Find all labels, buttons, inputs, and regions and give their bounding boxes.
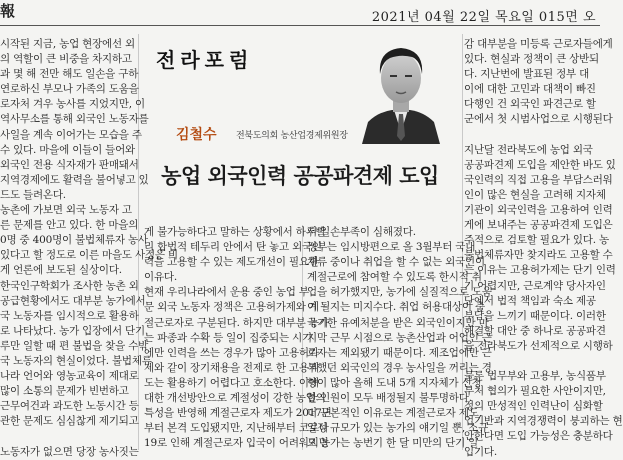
text-line: 정의 만성적인 인력난이 심화할: [464, 400, 603, 413]
masthead-fragment: 報: [0, 2, 16, 20]
text-line: 리 합법적 테두리 안에서 탄 놓고 외국인: [144, 241, 322, 254]
text-line: [464, 354, 600, 369]
text-line: 업을 허가했지만, 농가에 실질적으로 도움: [307, 286, 492, 299]
text-line: 공공파견제 도입을 제안한 바도 있: [464, 158, 616, 171]
text-line: 물론 법무부와 고용부, 농식품부: [464, 370, 606, 383]
dateline: 2021년 04월 22일 목요일 015면 오: [371, 10, 596, 25]
text-line: 절근로자로 구분된다. 하지만 대부분 농가: [144, 316, 329, 329]
text-line: 체류 중이나 취업을 할 수 없는 외국인이: [307, 256, 485, 269]
text-line: 다. 지난번에 발표된 정부 대: [464, 68, 590, 81]
text-line: 로자처 겨우 농사를 지었지만, 이: [0, 98, 145, 111]
text-line: 안한다면 도입 가능성은 충분하다: [464, 430, 613, 443]
text-line: 무했던 외국인의 경우 농사일을 꺼리는 경: [307, 361, 492, 374]
text-line: 주적으로 검토할 필요가 있다. 농: [464, 234, 609, 247]
text-line: 도는 활용하기 어렵다고 호소한다. 이에: [144, 376, 319, 389]
section-title: 전라포럼: [156, 48, 254, 72]
text-line: 지역경제에도 활력을 불어넣고 있: [0, 173, 149, 186]
text-line: 0명 중 400명이 불법체류자 농사: [0, 234, 148, 247]
text-line: 관한 문제도 심심찮게 제기되고: [0, 415, 139, 428]
article-column-right: [464, 37, 623, 460]
text-line: 업기반과 지역경쟁력이 붕괴하는 현: [464, 415, 623, 428]
text-line: 루만 일할 때 편 불법을 찾을 수밖: [0, 339, 149, 352]
text-line: 지난달 전라북도에 농업 외국: [464, 143, 593, 156]
text-line: 단에서 법적 책임과 숙소 제공: [464, 294, 596, 307]
text-line: 을 전라북도가 선제적으로 시행하: [464, 339, 613, 352]
text-line: 일정 규모가 있는 농가의 얘기일 뿐, 소규: [307, 422, 489, 435]
article-column-mid-1: [138, 225, 332, 451]
article-column-mid-2: [303, 225, 492, 451]
text-line: 인이 많은 현실을 고려해 지자체: [464, 188, 606, 201]
text-line: 많이 소통의 문제가 빈번하고: [0, 385, 129, 398]
text-line: 외국인 전용 식자재가 판매돼서: [0, 158, 139, 171]
text-line: 부터 본격 도입됐지만, 지난해부터 코로나: [144, 422, 329, 435]
text-line: 의 역할이 큰 비중을 차지하고: [0, 53, 132, 66]
text-line: 근무여건과 과도한 노동시간 등: [0, 400, 139, 413]
text-line: 제와 같이 장기채용을 전제로 한 고용제: [144, 361, 319, 374]
text-line: 불법체류자만 찾지라도 고용할 수: [464, 249, 613, 262]
text-line: 사일을 계속 이어가는 모습을 주: [0, 128, 142, 141]
text-line: 기 어렵지만, 근로계약 당사자인: [464, 279, 606, 292]
text-line: 게에 보내주는 공공파견제 도입은: [464, 219, 613, 232]
text-line: 역사무소를 통해 외국인 노동자를: [0, 113, 149, 126]
text-line: 력을 고용할 수 있는 제도개선이 필요한: [144, 256, 319, 269]
text-line: 연로하신 부모나 가족의 도움을: [0, 83, 139, 96]
text-line: 특성을 반영해 계절근로자 제도가 2017년: [144, 407, 332, 420]
header-divider: [0, 25, 600, 26]
text-line: [464, 128, 600, 143]
text-line: 감 대부분을 미등록 근로자들에게: [464, 38, 613, 50]
text-line: 이 될지는 미지수다. 취업 허용대상이 출: [307, 301, 485, 314]
text-line: 다행인 건 외국인 파견근로 할: [464, 98, 596, 111]
text-line: 향이 많아 올해 도내 5개 지자체가 신청: [307, 376, 482, 389]
text-line: 한 인원이 모두 배정될지 불투명하다.: [307, 392, 472, 405]
text-line: 기관이 외국인력을 고용하여 인력: [464, 204, 613, 217]
text-line: 군에서 첫 시범사업으로 시행된다: [464, 113, 613, 126]
text-line: 문 외국 노동자 정책은 고용허가제와 계: [144, 301, 319, 314]
text-line: 는 이유는 고용허가제는 단기 인력: [464, 264, 616, 277]
text-line: 게 언론에 보도된 실상이다.: [0, 264, 122, 277]
text-line: 있다고 할 정도로 이른 마을도 사정은 비: [0, 249, 178, 262]
text-line: 는 파종과 수확 등 일이 집중되는 시기: [144, 331, 312, 344]
text-line: 에만 인력을 쓰는 경우가 많아 고용허가: [144, 346, 319, 359]
text-line: 모 농가는 농번기 한 달 미만의 단기 일: [307, 437, 479, 450]
text-line: 부담을 느끼기 때문이다. 이러한: [464, 309, 606, 322]
text-line: 로자는 제외됐기 때문이다. 제조업에만 근: [307, 346, 492, 359]
text-line: [0, 429, 138, 444]
text-line: 국 노동자의 현실이었다. 불법체류: [0, 354, 152, 367]
text-line: 대한 개선방안으로 계절성이 강한 농업의: [144, 392, 326, 405]
text-line: 정부는 임시방편으로 올 3월부터 국내: [307, 241, 476, 254]
text-line: 과 몇 해 전만 해도 일손을 구하: [0, 68, 139, 81]
text-line: 이유다.: [144, 271, 177, 284]
article-headline: 농업 외국인력 공공파견제 도입: [161, 163, 439, 188]
text-line: 계절근로에 참여할 수 있도록 한시적 취: [307, 271, 482, 284]
text-line: 국 노동자를 임시적으로 활용하: [0, 309, 139, 322]
text-line: 시작된 지금, 농업 현장에선 외: [0, 38, 136, 50]
text-line: 부처 협의가 필요한 사안이지만,: [464, 385, 606, 398]
text-line: 농촌에 가보면 외국 노동자 고: [0, 204, 132, 217]
text-line: 이에 대한 고민과 대책이 빠진: [464, 83, 596, 96]
text-line: 더 근본적인 이유로는 계절근로자 제도,: [307, 407, 482, 420]
text-line: 국기한 유예처분을 받은 외국인이지만 마: [307, 316, 489, 329]
author-title: 전북도의회 농산업경제위원장: [236, 131, 348, 141]
text-line: 국인력의 직접 고용을 부담스러워: [464, 173, 613, 186]
text-line: 수 있다. 마을에 이들이 들어와: [0, 143, 136, 156]
text-line: 입기다.: [464, 445, 497, 458]
text-line: 한국인구학회가 조사한 농촌 외: [0, 279, 139, 292]
author-portrait: [358, 40, 444, 144]
text-line: 노동자가 없으면 당장 농사짓는: [0, 445, 139, 458]
text-line: 른 문제를 안고 있다. 한 마을의: [0, 219, 139, 232]
text-line: 지막 근무 시점으로 농촌산업과 어업인 근: [307, 331, 492, 344]
text-line: 19로 인해 계절근로자 입국이 어려워지면: [144, 437, 329, 450]
text-line: 드도 들려온다.: [0, 188, 66, 201]
text-line: 현재 우리나라에서 운용 중인 농업 부: [144, 286, 309, 299]
text-line: 있다. 현실과 정책이 큰 상반되: [464, 53, 600, 66]
text-line: 로 나타났다. 농가 입장에서 단기: [0, 324, 145, 337]
author-name: 김철수: [176, 127, 217, 143]
text-line: 게 불가능하다고 말하는 상황에서 하루빨: [144, 226, 326, 238]
text-line: 나라 언어와 영농교육이 제대로: [0, 370, 139, 383]
text-line: 해결할 대안 중 하나로 공공파견: [464, 324, 606, 337]
text-line: 공급현황에서도 대부분 농가에서: [0, 294, 146, 307]
text-line: 서 일손부족이 심해졌다.: [307, 226, 416, 238]
